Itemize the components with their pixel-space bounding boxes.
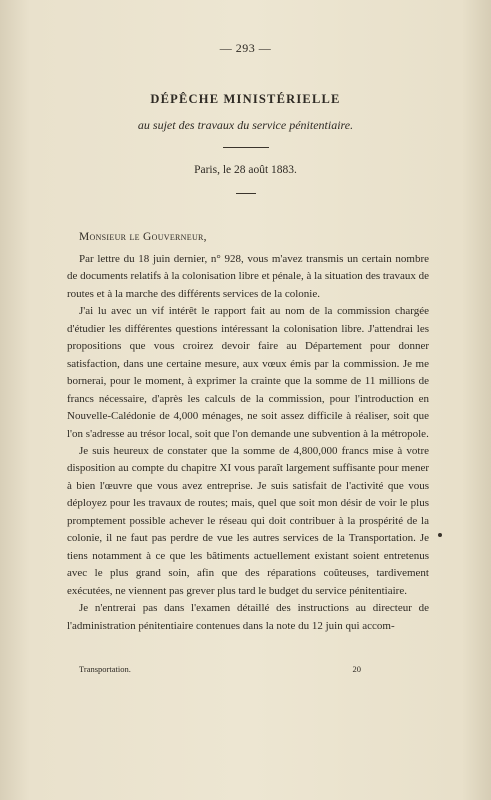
- margin-ink-dot: [438, 533, 442, 537]
- letter-body: [67, 251, 429, 635]
- footer-sheet-number: 20: [352, 664, 361, 674]
- dateline-divider: [236, 193, 256, 194]
- footer-signature-label: Transportation.: [79, 664, 131, 674]
- document-title: DÉPÊCHE MINISTÉRIELLE: [150, 92, 341, 106]
- page-footer: [79, 664, 361, 674]
- salutation: Monsieur le Gouverneur,: [79, 231, 207, 243]
- dateline: Paris, le 28 août 1883.: [194, 164, 297, 176]
- paragraph: Je suis heureux de constater que la somme de 4,800,000 francs mise à votre disposition au compte du chapitre XI vous paraît largement suffisante pour mener à bien l'œuvre que vous avez entreprise. Je suis satisfait de l'activité que vous déployez pour les travaux de routes; mais, quel que soit mon désir de voir le plus promptement possible achever le réseau qui doit contribuer à la prospérité de la colonie, il ne faut pas perdre de vue les autres services de la Transportation. Je tiens notamment à ce que les bâtiments actuellement existant soient entretenus avec le plus grand soin, afin que des réparations coûteuses, tardivement exécutées, ne viennent pas grever plus tard le budget du service pénitentiaire.: [67, 444, 429, 597]
- paragraph: Par lettre du 18 juin dernier, n° 928, vous m'avez transmis un certain nombre de documents relatifs à la colonisation libre et pénale, à la situation des travaux de routes et à la marche des différents services de la colonie.: [67, 253, 429, 300]
- paragraph: Je n'entrerai pas dans l'examen détaillé des instructions au directeur de l'administration pénitentiaire contenues dans la note du 12 juin qui accom-: [67, 602, 429, 632]
- document-subtitle: au sujet des travaux du service pénitentiaire.: [137, 118, 354, 132]
- title-divider: [223, 147, 269, 148]
- paragraph: J'ai lu avec un vif intérêt le rapport fait au nom de la commission chargée d'étudier les différentes questions intéressant la colonisation libre. J'attendrai les propositions que vous croirez devoir faire au Département pour donner satisfaction, dans une certaine mesure, aux vœux émis par la commission. Je me bornerai, pour le moment, à exprimer la crainte que la somme de 11 millions de francs nécessaire, d'après les calculs de la commission, pour l'introduction en Nouvelle-Calédonie de 4,000 ménages, ne soit assez difficile à réaliser, soit que l'on s'adresse au trésor local, soit que l'on demande une subvention à la métropole.: [67, 305, 429, 440]
- page-number: — 293 —: [219, 41, 272, 55]
